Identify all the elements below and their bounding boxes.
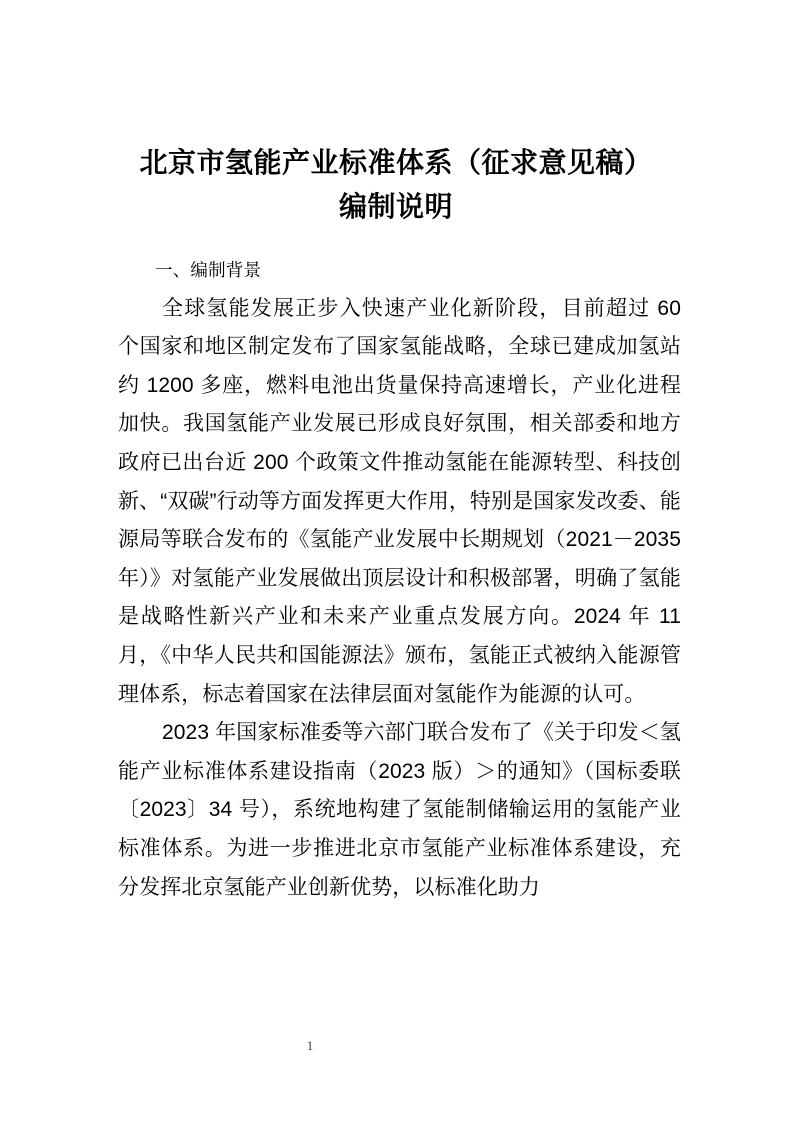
section-heading-background: 一、编制背景 [155,260,262,280]
title-line-1: 北京市氢能产业标准体系（征求意见稿） [139,147,653,178]
page-title [96,141,696,229]
body-paragraph: 全球氢能发展正步入快速产业化新阶段，目前超过 60 个国家和地区制定发布了国家氢能战略，全球已建成加氢站约 1200 多座，燃料电池出货量保持高速增长，产业化进程加快。我国氢能产业发展已形成良好氛围，相关部委和地方政府已出台近 200 个政策文件推动氢能在能源转型、科技创新、“双碳”行动等方面发挥更大作用，特别是国家发改委、能源局等联合发布的《氢能产业发展中长期规划（2021－2035 年）》对氢能产业发展做出顶层设计和积极部署，明确了氢能是战略性新兴产业和未来产业重点发展方向。2024 年 11 月，《中华人民共和国能源法》颁布，氢能正式被纳入能源管理体系，标志着国家在法律层面对氢能作为能源的认可。 [118,296,681,706]
title-line-2: 编制说明 [338,191,453,222]
body-paragraph: 2023 年国家标准委等六部门联合发布了《关于印发＜氢能产业标准体系建设指南（2023 版）＞的通知》（国标委联〔2023〕34 号），系统地构建了氢能制储输运用的氢能产业标准体系。为进一步推进北京市氢能产业标准体系建设，充分发挥北京氢能产业创新优势，以标准化助力 [118,721,681,899]
document-body [118,251,681,907]
page-number: 1 [306,1038,314,1053]
